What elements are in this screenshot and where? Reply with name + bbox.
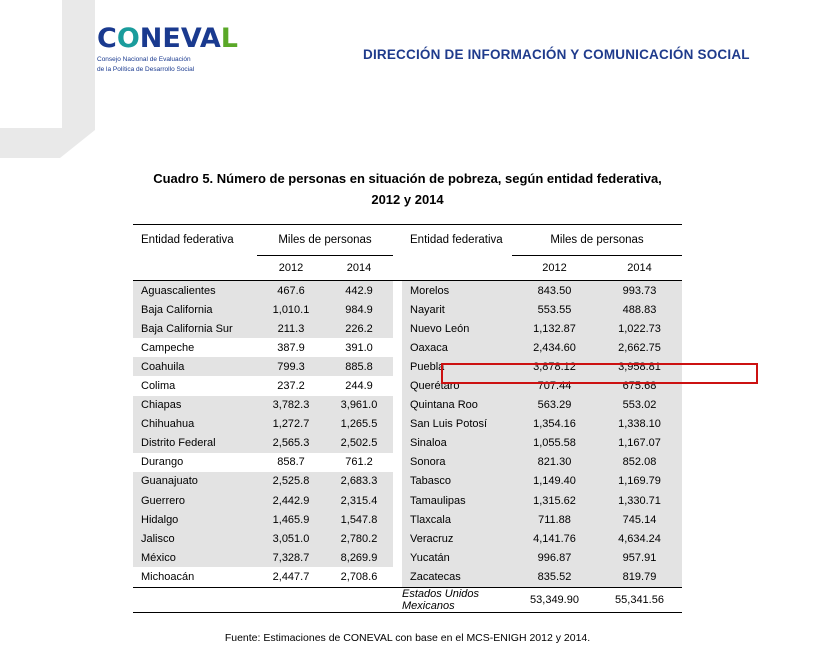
- table-row: [133, 300, 682, 319]
- header-year-2012-left: 2012: [257, 256, 325, 281]
- cell-2014: 1,265.5: [325, 415, 393, 434]
- total-2014: 55,341.56: [597, 587, 682, 612]
- cell-2014: 244.9: [345, 380, 373, 393]
- cell-2014: 957.91: [597, 548, 682, 567]
- cell-2012: 2,434.60: [512, 338, 597, 357]
- header-year-2014-left: 2014: [325, 256, 393, 281]
- table-row: [133, 529, 682, 548]
- total-label: [402, 587, 512, 612]
- table-row: [133, 338, 682, 357]
- cell-2012: 467.6: [257, 281, 325, 301]
- cell-2012: 1,149.40: [512, 472, 597, 491]
- header-spacer-left: [133, 256, 257, 281]
- header-miles-left: Miles de personas: [257, 225, 393, 256]
- table-row: [133, 357, 682, 376]
- table-total-row: [133, 587, 682, 612]
- cell-2014: 852.08: [597, 453, 682, 472]
- cell-2014: 675.68: [597, 376, 682, 395]
- cell-2014: 993.73: [597, 281, 682, 301]
- cell-2014: 4,634.24: [597, 529, 682, 548]
- header-miles-right: Miles de personas: [512, 225, 682, 256]
- cell-entidad: Chiapas: [133, 396, 257, 415]
- column-gap: [393, 434, 402, 453]
- column-gap: [393, 587, 402, 612]
- cell-entidad: Guerrero: [133, 491, 257, 510]
- cell-2014: 1,022.73: [597, 319, 682, 338]
- cell-2012: 1,055.58: [512, 434, 597, 453]
- column-gap: [393, 491, 402, 510]
- column-gap: [393, 357, 402, 376]
- cell-entidad: Querétaro: [402, 376, 512, 395]
- total-label-line1: Estados Unidos: [402, 587, 480, 600]
- cell-2012: 387.9: [277, 341, 305, 354]
- cell-entidad: Colima: [141, 380, 176, 393]
- cell-entidad: San Luis Potosí: [402, 415, 512, 434]
- table-row: [133, 434, 682, 453]
- cell-2012: 1,010.1: [257, 300, 325, 319]
- cell-2014: 553.02: [597, 396, 682, 415]
- table-row: [133, 396, 682, 415]
- cell-2012: 2,447.7: [272, 570, 310, 583]
- table-row: [133, 415, 682, 434]
- table-header-row-1: [133, 225, 682, 256]
- cell-entidad: Jalisco: [133, 529, 257, 548]
- column-gap: [393, 319, 402, 338]
- cell-2014: 8,269.9: [325, 548, 393, 567]
- column-gap: [393, 300, 402, 319]
- cell-2012: 3,782.3: [257, 396, 325, 415]
- total-spacer-2014-left: [325, 587, 393, 612]
- cell-entidad: Coahuila: [133, 357, 257, 376]
- cell-2012: 3,051.0: [257, 529, 325, 548]
- cell-2012: 821.30: [512, 453, 597, 472]
- column-gap: [393, 281, 402, 301]
- source-note: Fuente: Estimaciones de CONEVAL con base en el MCS-ENIGH 2012 y 2014.: [224, 632, 591, 644]
- cell-2014: 1,169.79: [597, 472, 682, 491]
- table-title-line1: Cuadro 5. Número de personas en situación de pobreza, según entidad federativa,: [153, 171, 662, 186]
- cell-2012: 1,465.9: [257, 510, 325, 529]
- cell-2014: 2,683.3: [325, 472, 393, 491]
- column-gap: [393, 415, 402, 434]
- table-row: [133, 376, 682, 395]
- cell-2012: 707.44: [512, 376, 597, 395]
- table-row: [133, 453, 682, 472]
- column-gap: [393, 256, 402, 281]
- cell-2012: 1,272.7: [257, 415, 325, 434]
- column-gap: [393, 548, 402, 567]
- cell-2014: 1,338.10: [597, 415, 682, 434]
- cell-entidad: Quintana Roo: [402, 396, 512, 415]
- cell-entidad: México: [133, 548, 257, 567]
- cell-entidad: Chihuahua: [133, 415, 257, 434]
- cell-entidad: Michoacán: [141, 570, 195, 583]
- cell-entidad: Sonora: [402, 453, 512, 472]
- cell-entidad: Durango: [141, 456, 184, 469]
- column-gap: [393, 453, 402, 472]
- table-header-row-2: [133, 256, 682, 281]
- cell-2012: 835.52: [512, 567, 597, 587]
- cell-entidad: Aguascalientes: [133, 281, 257, 301]
- cell-2012: 237.2: [277, 380, 305, 393]
- page-header: [0, 0, 815, 160]
- department-title: DIRECCIÓN DE INFORMACIÓN Y COMUNICACIÓN SOCIAL: [363, 47, 750, 62]
- cell-2012: 711.88: [512, 510, 597, 529]
- cell-entidad: Distrito Federal: [133, 434, 257, 453]
- cell-2014: 2,315.4: [325, 491, 393, 510]
- header-spacer-right: [402, 256, 512, 281]
- cell-2012: 1,315.62: [512, 491, 597, 510]
- cell-entidad: Tlaxcala: [402, 510, 512, 529]
- logo-subtitle-line2: de la Política de Desarrollo Social: [97, 66, 195, 73]
- cell-entidad: Yucatán: [402, 548, 512, 567]
- cell-2012-highlighted: 3,878.12: [512, 357, 597, 376]
- cell-entidad: Baja California Sur: [133, 319, 257, 338]
- cell-2014: 226.2: [325, 319, 393, 338]
- cell-2014: 885.8: [325, 357, 393, 376]
- table-row: [133, 319, 682, 338]
- cell-entidad: Veracruz: [402, 529, 512, 548]
- column-gap: [393, 376, 402, 395]
- cell-2012: 211.3: [257, 319, 325, 338]
- cell-entidad: Baja California: [133, 300, 257, 319]
- table-bottom-rule: [133, 612, 682, 614]
- cell-entidad: Morelos: [402, 281, 512, 301]
- table-title-line2: 2012 y 2014: [371, 192, 444, 207]
- cell-2014: 2,502.5: [325, 434, 393, 453]
- bottom-rule-cell: [133, 612, 682, 614]
- cell-entidad: Hidalgo: [133, 510, 257, 529]
- cell-2012: 7,328.7: [257, 548, 325, 567]
- cell-2014: 2,780.2: [325, 529, 393, 548]
- cell-2012: 2,565.3: [257, 434, 325, 453]
- cell-2012: 2,442.9: [257, 491, 325, 510]
- total-spacer-left: [133, 587, 257, 612]
- table-row: [133, 510, 682, 529]
- table-row: [133, 281, 682, 301]
- cell-2014: 819.79: [597, 567, 682, 587]
- table-row: [133, 472, 682, 491]
- table-row: [133, 567, 682, 587]
- cell-entidad: Campeche: [141, 341, 195, 354]
- table-title: [0, 168, 815, 210]
- cell-2014: 761.2: [345, 456, 373, 469]
- cell-2014: 442.9: [325, 281, 393, 301]
- cell-2012: 996.87: [512, 548, 597, 567]
- cell-entidad: Nayarit: [402, 300, 512, 319]
- table-row: [133, 491, 682, 510]
- cell-2014-highlighted: 3,958.81: [597, 357, 682, 376]
- column-gap: [393, 225, 402, 256]
- cell-entidad: Guanajuato: [133, 472, 257, 491]
- cell-2014: 3,961.0: [325, 396, 393, 415]
- cell-2014: 1,167.07: [597, 434, 682, 453]
- cell-2012: 2,525.8: [257, 472, 325, 491]
- cell-2014: 2,662.75: [597, 338, 682, 357]
- cell-entidad: Oaxaca: [402, 338, 512, 357]
- cell-2012: 843.50: [512, 281, 597, 301]
- cell-2012: 858.7: [277, 456, 305, 469]
- total-2012: 53,349.90: [512, 587, 597, 612]
- total-label-line2: Mexicanos: [402, 599, 455, 612]
- cell-2014: 488.83: [597, 300, 682, 319]
- header-entidad-right: Entidad federativa: [402, 225, 512, 256]
- logo-wordmark: CONEVAL: [97, 23, 238, 54]
- total-spacer-2012-left: [257, 587, 325, 612]
- header-year-2014-right: 2014: [597, 256, 682, 281]
- cell-entidad: Zacatecas: [402, 567, 512, 587]
- cell-2012: 563.29: [512, 396, 597, 415]
- cell-2012: 1,132.87: [512, 319, 597, 338]
- column-gap: [393, 472, 402, 491]
- column-gap: [393, 338, 402, 357]
- column-gap: [393, 396, 402, 415]
- cell-2014: 391.0: [345, 341, 373, 354]
- cell-entidad: Nuevo León: [402, 319, 512, 338]
- cell-entidad-highlighted: Puebla: [402, 357, 512, 376]
- cell-2012: 553.55: [512, 300, 597, 319]
- header-year-2012-right: 2012: [512, 256, 597, 281]
- cell-2012: 799.3: [257, 357, 325, 376]
- cell-2012: 1,354.16: [512, 415, 597, 434]
- cell-2014: 1,330.71: [597, 491, 682, 510]
- cell-2014: 984.9: [325, 300, 393, 319]
- cell-2014: 2,708.6: [340, 570, 378, 583]
- poverty-table: [133, 224, 682, 614]
- column-gap: [393, 567, 402, 587]
- column-gap: [393, 529, 402, 548]
- column-gap: [393, 510, 402, 529]
- cell-entidad: Tabasco: [402, 472, 512, 491]
- cell-entidad: Sinaloa: [402, 434, 512, 453]
- cell-2014: 1,547.8: [325, 510, 393, 529]
- cell-entidad: Tamaulipas: [402, 491, 512, 510]
- coneval-logo: [97, 24, 297, 74]
- table-row: [133, 548, 682, 567]
- logo-subtitle-line1: Consejo Nacional de Evaluación: [97, 56, 191, 63]
- cell-2014: 745.14: [597, 510, 682, 529]
- table-container: [133, 224, 682, 614]
- cell-2012: 4,141.76: [512, 529, 597, 548]
- header-entidad-left: Entidad federativa: [133, 225, 257, 256]
